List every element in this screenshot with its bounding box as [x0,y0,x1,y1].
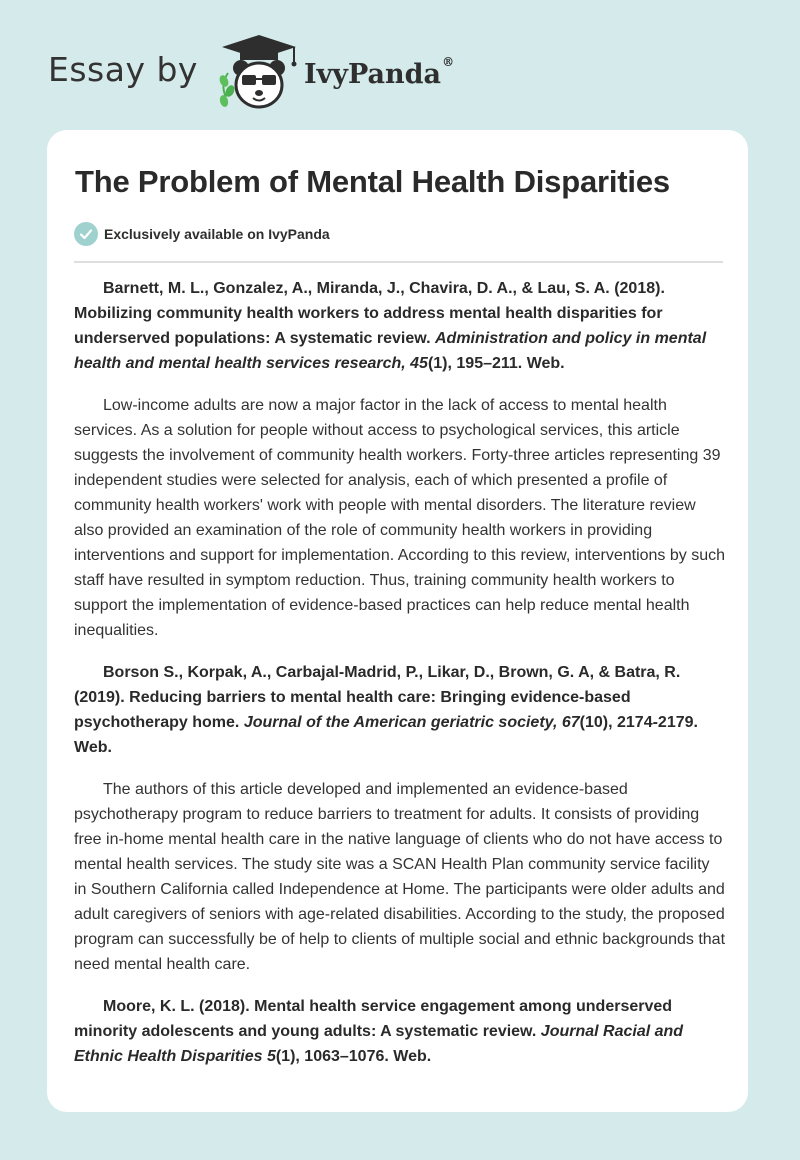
exclusive-badge [74,222,330,246]
reference-3: Moore, K. L. (2018). Mental health service engagement among underserved minority adolescents and young adults: A systematic review. Journal Racial and Ethnic Health Disparities 5(1), 1063–1076. Web. [74,998,684,1065]
essay-by-label: Essay by [48,49,198,89]
check-icon [74,222,98,246]
divider [74,261,723,263]
reference-2: Borson S., Korpak, A., Carbajal-Madrid, P., Likar, D., Brown, G. A, & Batra, R. (2019). Reducing barriers to mental health care: Bringing evidence-based psychotherapy home. Journal of the American geriatric society, 67(10), 2174-2179. Web. [74,664,698,756]
summary-paragraph-2: The authors of this article developed and implemented an evidence-based psychotherapy program to reduce barriers to treatment for adults. It consists of providing free in-home mental health care in the native language of clients who do not have access to mental health services. The study site was a SCAN Health Plan community service facility in Southern California called Independence at Home. The participants were older adults and adult caregivers of seniors with age-related disabilities. According to the study, the proposed program can successfully be of help to clients of multiple social and ethnic backgrounds that need mental health care. [74,781,726,973]
journal-title: Journal Racial and Ethnic Health Disparities 5 [74,1023,684,1065]
essay-card [47,130,748,1112]
registered-mark: ® [442,54,455,69]
reference-1: Barnett, M. L., Gonzalez, A., Miranda, J., Chavira, D. A., & Lau, S. A. (2018). Mobilizing community health workers to address mental health disparities for underserved populations: A systematic review. Administration and policy in mental health and mental health services research, 45(1), 195–211. Web. [74,280,707,372]
journal-title: Administration and policy in mental health and mental health services research, 45 [74,330,707,372]
site-header [48,32,454,112]
summary-paragraph-1: Low-income adults are now a major factor in the lack of access to mental health services. As a solution for people without access to psychological services, this article suggests the involvement of community health workers. Forty-three articles representing 39 independent studies were selected for analysis, each of which presented a profile of community health workers' work with people with mental disorders. The literature review also provided an examination of the role of community health workers in providing interventions and support for implementation. According to this review, interventions by such staff have resulted in symptom reduction. Thus, training community health workers to support the implementation of evidence-based practices can help reduce mental health inequalities. [74,397,726,639]
exclusive-text: Exclusively available on IvyPanda [104,226,330,242]
ivypanda-logo-icon[interactable] [216,33,302,111]
essay-body [74,276,726,1086]
page-title: The Problem of Mental Health Disparities [75,164,670,199]
brand-name[interactable]: IvyPanda® [303,54,455,90]
journal-title: Journal of the American geriatric society, 67 [243,714,580,731]
